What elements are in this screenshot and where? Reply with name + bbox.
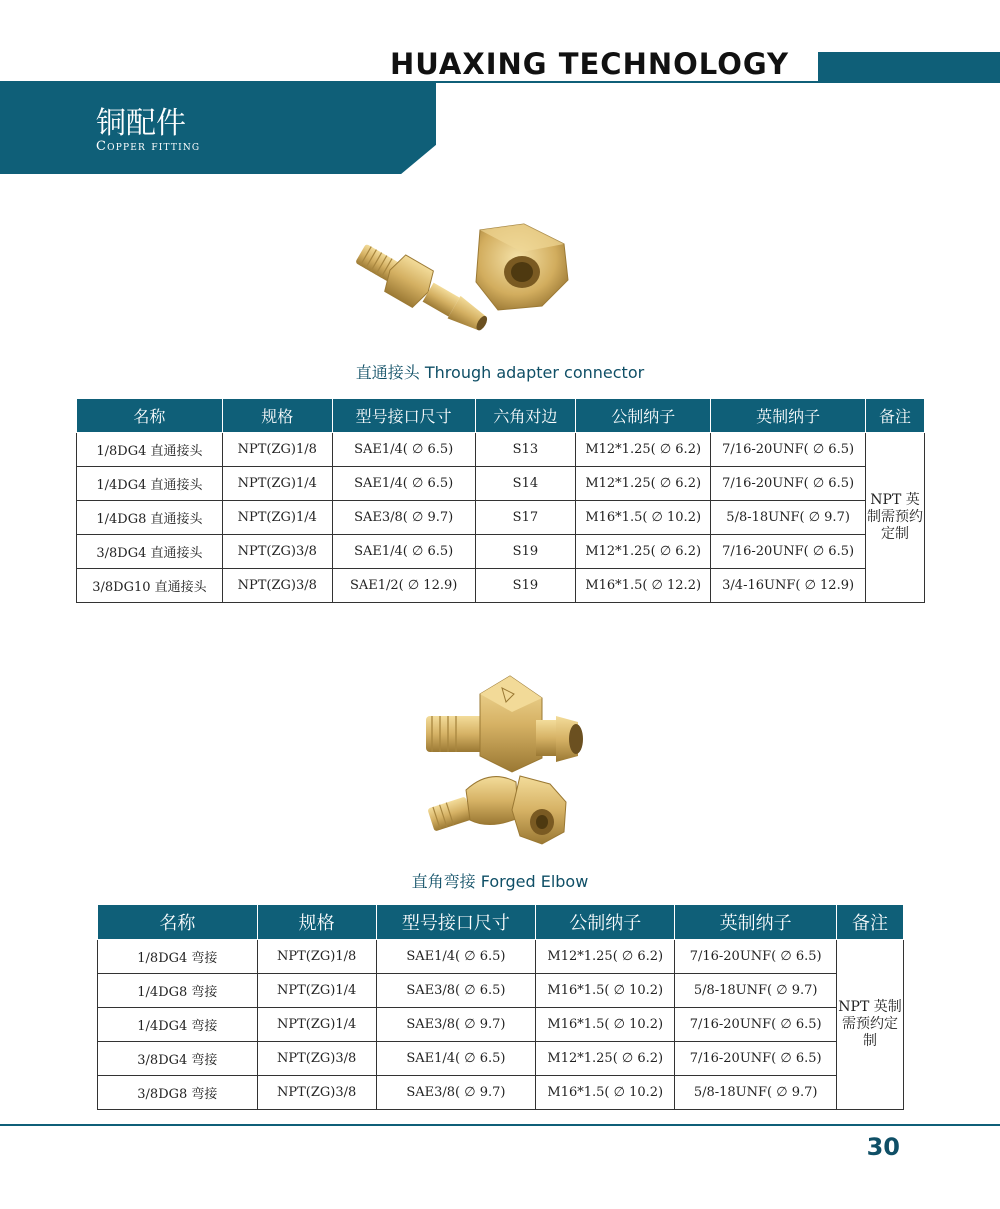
table-cell: NPT(ZG)1/4 [257, 1008, 376, 1042]
table-cell: S14 [475, 467, 576, 501]
forged-elbow-caption: 直角弯接 Forged Elbow [411, 872, 589, 891]
brand-title: HUAXING TECHNOLOGY [390, 47, 790, 81]
table-cell: NPT(ZG)3/8 [257, 1076, 376, 1110]
table-cell: 1/8DG4 弯接 [98, 940, 258, 974]
column-header: 规格 [257, 905, 376, 940]
table-cell: NPT(ZG)1/4 [257, 974, 376, 1008]
brand-accent-bar [818, 52, 1000, 83]
column-header: 名称 [77, 399, 223, 433]
table-cell: NPT(ZG)1/4 [222, 467, 332, 501]
table-row [77, 535, 925, 569]
table-row [77, 501, 925, 535]
table-cell: 3/8DG10 直通接头 [77, 569, 223, 603]
table-row [98, 1008, 904, 1042]
footer-divider [0, 1124, 1000, 1126]
table-row [77, 467, 925, 501]
table-cell: 1/4DG8 直通接头 [77, 501, 223, 535]
table-row [98, 974, 904, 1008]
table-cell: 5/8-18UNF( ∅ 9.7) [675, 974, 837, 1008]
table-cell: M16*1.5( ∅ 10.2) [536, 974, 675, 1008]
table-cell: 1/4DG4 弯接 [98, 1008, 258, 1042]
table-cell: S17 [475, 501, 576, 535]
table-cell: M16*1.5( ∅ 10.2) [536, 1008, 675, 1042]
table-cell: NPT(ZG)3/8 [222, 535, 332, 569]
column-header: 型号接口尺寸 [376, 905, 536, 940]
table-cell: 7/16-20UNF( ∅ 6.5) [711, 433, 866, 467]
table-cell: SAE1/4( ∅ 6.5) [332, 467, 475, 501]
table-cell: NPT(ZG)1/8 [257, 940, 376, 974]
table-cell: SAE1/4( ∅ 6.5) [376, 1042, 536, 1076]
column-header: 备注 [866, 399, 925, 433]
table-cell: 3/8DG4 弯接 [98, 1042, 258, 1076]
forged-elbow-image [420, 672, 586, 850]
table-cell: M16*1.5( ∅ 10.2) [576, 501, 711, 535]
table-cell: 5/8-18UNF( ∅ 9.7) [675, 1076, 837, 1110]
table-cell: M16*1.5( ∅ 10.2) [536, 1076, 675, 1110]
table-cell: M12*1.25( ∅ 6.2) [536, 940, 675, 974]
table-cell: NPT(ZG)1/8 [222, 433, 332, 467]
header-divider [0, 81, 1000, 83]
table-cell: 7/16-20UNF( ∅ 6.5) [675, 940, 837, 974]
table-cell: M12*1.25( ∅ 6.2) [576, 467, 711, 501]
table-cell: 5/8-18UNF( ∅ 9.7) [711, 501, 866, 535]
column-header: 型号接口尺寸 [332, 399, 475, 433]
table-cell: SAE3/8( ∅ 9.7) [332, 501, 475, 535]
through-adapter-table [76, 398, 925, 603]
table-row [98, 940, 904, 974]
table-cell: NPT(ZG)1/4 [222, 501, 332, 535]
table-cell: SAE3/8( ∅ 9.7) [376, 1076, 536, 1110]
table-row [77, 433, 925, 467]
table-cell: 7/16-20UNF( ∅ 6.5) [675, 1042, 837, 1076]
table-cell: 3/4-16UNF( ∅ 12.9) [711, 569, 866, 603]
table-cell: S19 [475, 569, 576, 603]
remark-cell: NPT 英制需预约定制 [837, 940, 904, 1110]
remark-cell: NPT 英制需预约定制 [866, 433, 925, 603]
table-cell: S13 [475, 433, 576, 467]
column-header: 六角对边 [475, 399, 576, 433]
table-cell: 7/16-20UNF( ∅ 6.5) [711, 467, 866, 501]
table-cell: SAE1/4( ∅ 6.5) [332, 433, 475, 467]
table-cell: 1/8DG4 直通接头 [77, 433, 223, 467]
table-row [98, 1076, 904, 1110]
table-cell: SAE1/4( ∅ 6.5) [376, 940, 536, 974]
table-cell: SAE1/2( ∅ 12.9) [332, 569, 475, 603]
through-adapter-image [352, 222, 574, 346]
table-cell: M12*1.25( ∅ 6.2) [536, 1042, 675, 1076]
table-cell: 3/8DG4 直通接头 [77, 535, 223, 569]
table-cell: M12*1.25( ∅ 6.2) [576, 535, 711, 569]
column-header: 名称 [98, 905, 258, 940]
table-cell: 1/4DG4 直通接头 [77, 467, 223, 501]
table-cell: 1/4DG8 弯接 [98, 974, 258, 1008]
column-header: 备注 [837, 905, 904, 940]
forged-elbow-table [97, 904, 904, 1110]
table-header-row [77, 399, 925, 433]
through-adapter-caption: 直通接头 Through adapter connector [355, 363, 645, 382]
table-cell: M16*1.5( ∅ 12.2) [576, 569, 711, 603]
page-number: 30 [866, 1133, 900, 1161]
table-cell: SAE3/8( ∅ 9.7) [376, 1008, 536, 1042]
table-cell: M12*1.25( ∅ 6.2) [576, 433, 711, 467]
table-cell: SAE1/4( ∅ 6.5) [332, 535, 475, 569]
column-header: 公制纳子 [536, 905, 675, 940]
table-header-row [98, 905, 904, 940]
table-cell: 7/16-20UNF( ∅ 6.5) [711, 535, 866, 569]
table-cell: 7/16-20UNF( ∅ 6.5) [675, 1008, 837, 1042]
table-row [77, 569, 925, 603]
page-subtitle: Copper fitting [96, 139, 201, 154]
column-header: 公制纳子 [576, 399, 711, 433]
table-cell: S19 [475, 535, 576, 569]
column-header: 英制纳子 [675, 905, 837, 940]
column-header: 英制纳子 [711, 399, 866, 433]
table-cell: NPT(ZG)3/8 [257, 1042, 376, 1076]
column-header: 规格 [222, 399, 332, 433]
page-title: 铜配件 [96, 106, 186, 141]
table-cell: NPT(ZG)3/8 [222, 569, 332, 603]
table-cell: SAE3/8( ∅ 6.5) [376, 974, 536, 1008]
section-title-band [0, 83, 436, 174]
table-cell: 3/8DG8 弯接 [98, 1076, 258, 1110]
table-row [98, 1042, 904, 1076]
